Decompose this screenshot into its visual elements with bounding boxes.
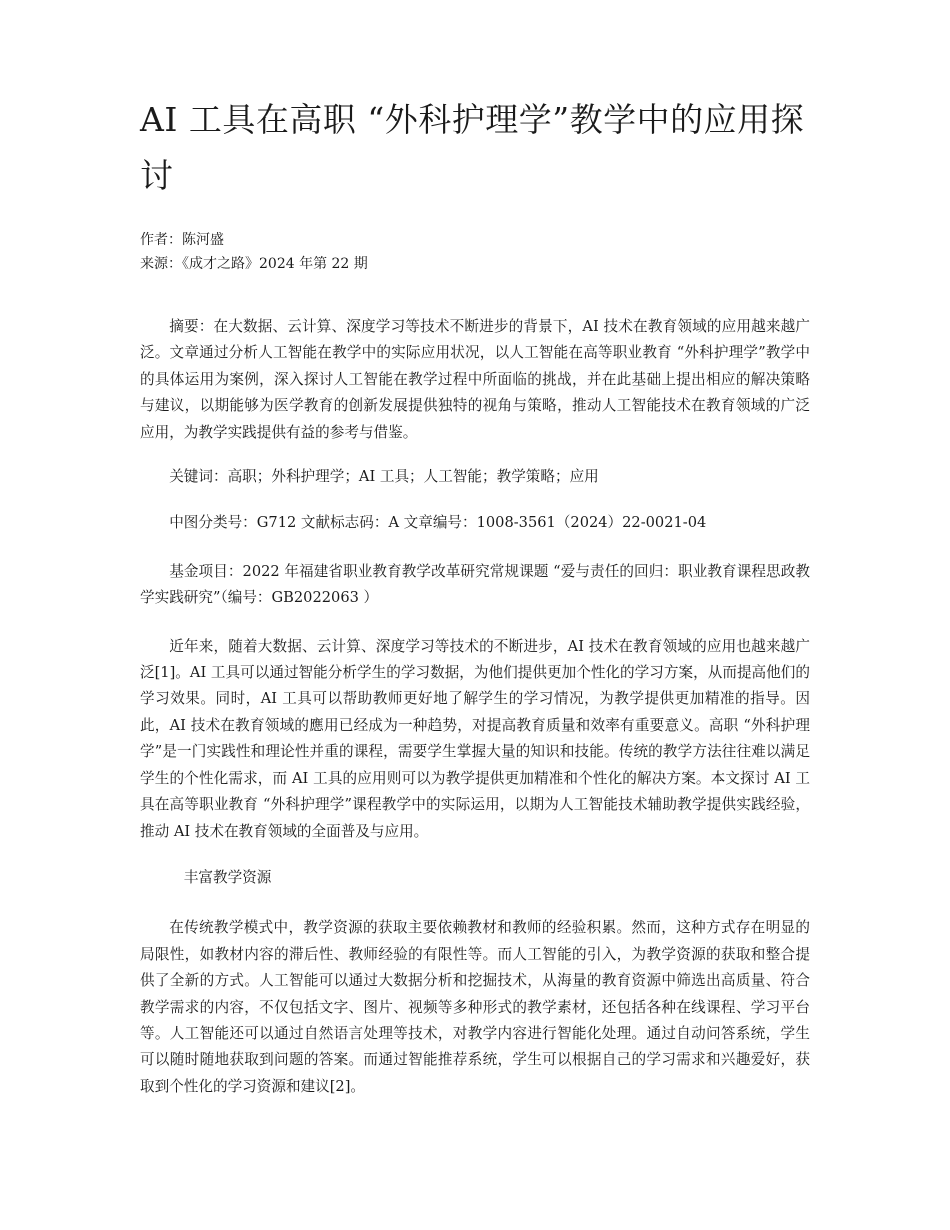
article-title: AI 工具在高职 “外科护理学”教学中的应用探讨 [140,100,805,195]
section-body-paragraph: 在传统教学模式中，教学资源的获取主要依赖教材和教师的经验积累。然而，这种方式存在明显的局限性，如教材内容的滞后性、教师经验的有限性等。而人工智能的引入，为教学资源的获取和整合提供了全新的方式。人工智能可以通过大数据分析和挖掘技术，从海量的教育资源中筛选出高质量、符合教学需求的内容，不仅包括文字、图片、视频等多种形式的教学素材，还包括各种在线课程、学习平台等。人工智能还可以通过自然语言处理等技术，对教学内容进行智能化处理。通过自动问答系统，学生可以随时随地获取到问题的答案。而通过智能推荐系统，学生可以根据自己的学习需求和兴趣爱好，获取到个性化的学习资源和建议[2]。 [140,919,810,1095]
article-page [140,92,810,1100]
keywords-paragraph: 关键词：高职；外科护理学；AI 工具；人工智能；教学策略；应用 [169,468,599,486]
source-line: 来源：《成才之路》2024 年第 22 期 [140,256,368,272]
fund-paragraph: 基金项目：2022 年福建省职业教育教学改革研究常规课题 “爱与责任的回归：职业教育课程思政教学实践研究”（编号：GB2022063 ） [140,562,810,607]
author-line: 作者：陈河盛 [140,232,224,248]
intro-paragraph: 近年来，随着大数据、云计算、深度学习等技术的不断进步，AI 技术在教育领域的应用也越来越广泛[1]。AI 工具可以通过智能分析学生的学习数据，为他们提供更加个性化的学习方案，从而提高他们的学习效果。同时，AI 工具可以帮助教师更好地了解学生的学习情况，为教学提供更加精准的指导。因此，AI 技术在教育领域的應用已经成为一种趋势，对提高教育质量和效率有重要意义。高职 “外科护理学”是一门实践性和理论性并重的课程，需要学生掌握大量的知识和技能。传统的教学方法往往难以满足学生的个性化需求，而 AI 工具的应用则可以为教学提供更加精准和个性化的解决方案。本文探讨 AI 工具在高等职业教育 “外科护理学”课程教学中的实际运用，以期为人工智能技术辅助教学提供实践经验，推动 AI 技术在教育领域的全面普及与应用。 [140,637,810,840]
section-heading: 丰富教学资源 [183,868,272,886]
abstract-paragraph: 摘要：在大数据、云计算、深度学习等技术不断进步的背景下，AI 技术在教育领域的应用越来越广泛。文章通过分析人工智能在教学中的实际应用状况，以人工智能在高等职业教育 “外科护理学”教学中的具体运用为案例，深入探讨人工智能在教学过程中所面临的挑战，并在此基础上提出相应的解决策略与建议，以期能够为医学教育的创新发展提供独特的视角与策略，推动人工智能技术在教育领域的广泛应用，为教学实践提供有益的参考与借鉴。 [140,318,810,441]
article-meta [140,228,810,276]
classification-paragraph: 中图分类号：G712 文献标志码：A 文章编号：1008-3561（2024）22-0021-04 [169,514,707,532]
